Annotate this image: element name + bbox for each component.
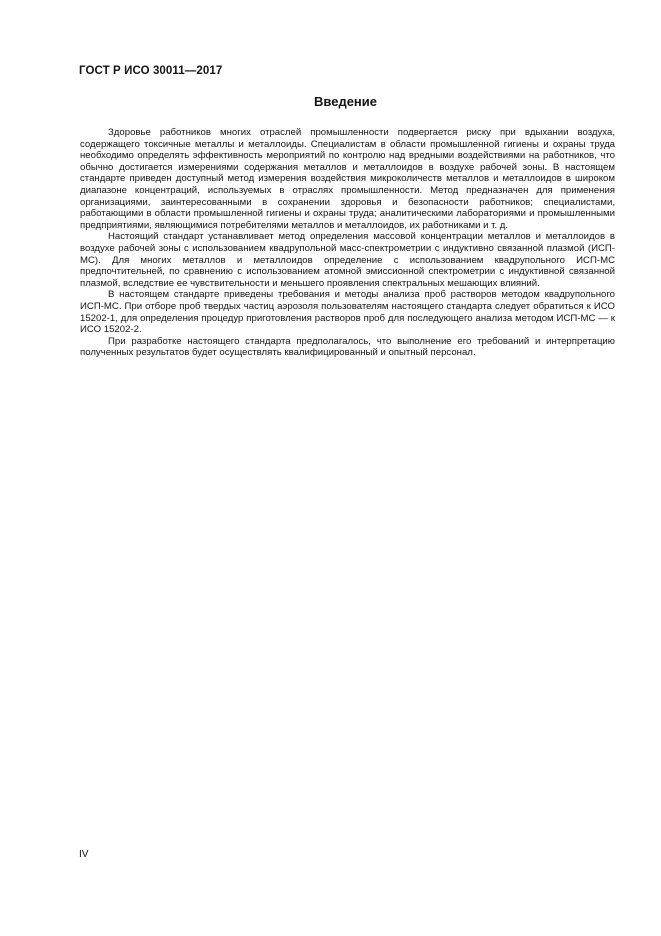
page-number: IV	[79, 849, 89, 860]
paragraph-1: Здоровье работников многих отраслей промышленности подвергается риску при вдыхании воздуха, содержащего токсичные металлы и металлоиды. Специалистам в области промышленной гигиены и охраны труда необходимо определять эффективность мероприятий по контролю над вредными воздействиями на работников, что обычно достигается измерениями содержания металлов и металлоидов в воздухе рабочей зоны. В настоящем стандарте приведен доступный метод измерения воздействия микроколичеств металлов и металлоидов в широком диапазоне концентраций, используемых в отраслях промышленности. Метод предназначен для применения организациями, заинтересованными в сохранении здоровья и безопасности работников; специалистами, работающими в области промышленной гигиены и охраны труда; аналитическими лабораториями и промышленными предприятиями, являющимися потребителями металлов и металлоидов, их работниками и т. д.	[80, 127, 615, 231]
paragraph-2: Настоящий стандарт устанавливает метод определения массовой концентрации металлов и металлоидов в воздухе рабочей зоны с использованием квадрупольной масс-спектрометрии с индуктивно связанной плазмой (ИСП-МС). Для многих металлов и металлоидов определение с использованием квадрупольного ИСП-МС предпочтительней, по сравнению с использованием атомной эмиссионной спектрометрии с индуктивной связанной плазмой, вследствие ее чувствительности и меньшего проявления спектральных мешающих влияний.	[80, 231, 615, 289]
document-header: ГОСТ Р ИСО 30011—2017	[79, 65, 223, 77]
paragraph-3: В настоящем стандарте приведены требования и методы анализа проб растворов методом квадрупольного ИСП-МС. При отборе проб твердых частиц аэрозоля пользователям настоящего стандарта следует обратиться к ИСО 15202-1, для определения процедур приготовления растворов проб для последующего анализа методом ИСП-МС — к ИСО 15202-2.	[80, 289, 615, 336]
paragraph-4: При разработке настоящего стандарта предполагалось, что выполнение его требований и интерпретацию полученных результатов будет осуществлять квалифицированный и опытный персонал.	[80, 335, 615, 359]
section-title: Введение	[314, 94, 377, 109]
body-text	[80, 127, 615, 359]
